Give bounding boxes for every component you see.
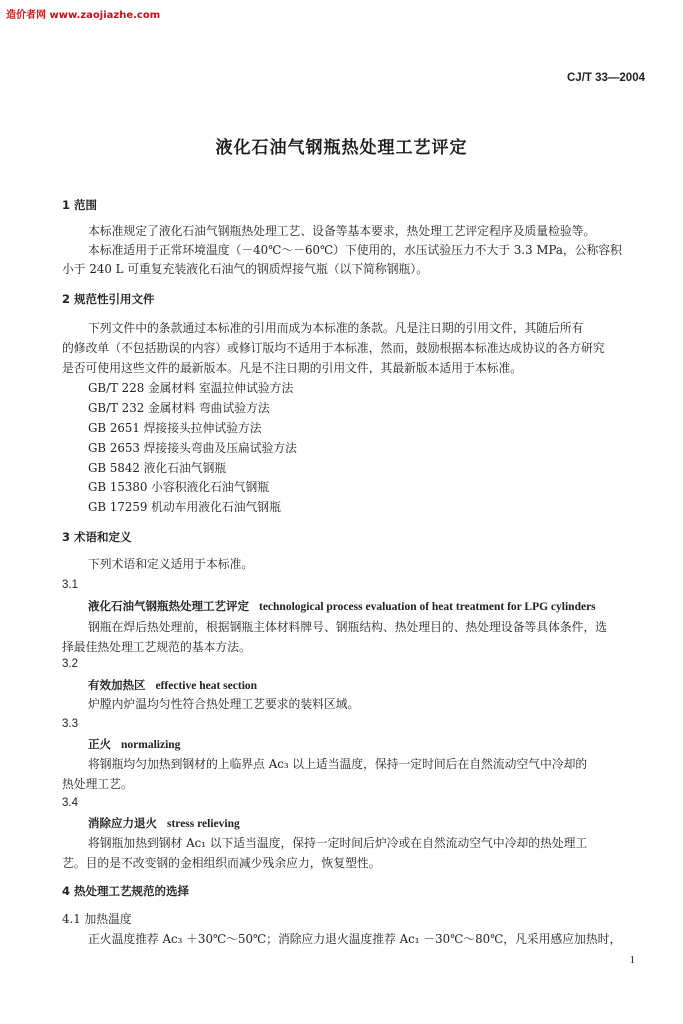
- term-zh: 正火: [88, 737, 111, 751]
- term-definition: 将钢瓶均匀加热到钢材的上临界点 Ac₃ 以上适当温度，保持一定时间后在自然流动空气中冷却的: [88, 757, 588, 771]
- term-definition: 艺。目的是不改变钢的金相组织而减少残余应力，恢复塑性。: [62, 856, 381, 870]
- term-en: effective heat section: [155, 680, 258, 692]
- reference-item: GB 2653 焊接接头弯曲及压扁试验方法: [88, 441, 297, 455]
- section-2-line: 是否可使用这些文件的最新版本。凡是不注日期的引用文件，其最新版本适用于本标准。: [62, 361, 523, 375]
- reference-item: GB 15380 小容积液化石油气钢瓶: [88, 480, 270, 494]
- term-en: normalizing: [121, 739, 181, 751]
- section-4-heading: 4 热处理工艺规范的选择: [62, 884, 190, 898]
- term-definition: 热处理工艺。: [62, 777, 133, 791]
- term-definition: 钢瓶在焊后热处理前，根据钢瓶主体材料牌号、钢瓶结构、热处理目的、热处理设备等具体条件，选: [88, 620, 608, 634]
- section-4-line: 正火温度推荐 Ac₃ ＋30℃～50℃；消除应力退火温度推荐 Ac₁ －30℃～80℃，凡采用感应加热时，: [88, 932, 622, 946]
- page-title: 液化石油气钢瓶热处理工艺评定: [215, 138, 468, 158]
- section-2-line: 下列文件中的条款通过本标准的引用而成为本标准的条款。凡是注日期的引用文件，其随后所有: [88, 321, 584, 335]
- reference-item: GB 2651 焊接接头拉伸试验方法: [88, 421, 262, 435]
- subsection-heading: 4.1 加热温度: [62, 912, 132, 926]
- reference-item: GB/T 228 金属材料 室温拉伸试验方法: [88, 381, 294, 395]
- document-code: CJ/T 33—2004: [567, 72, 645, 84]
- term-number: 3.4: [62, 797, 78, 809]
- term-heading: [88, 599, 596, 614]
- section-1-line: 本标准适用于正常环境温度（－40℃～－60℃）下使用的，水压试验压力不大于 3.3 MPa，公称容积: [88, 243, 622, 257]
- term-heading: [88, 678, 257, 693]
- term-number: 3.1: [62, 579, 78, 591]
- section-3-heading: 3 术语和定义: [62, 530, 132, 544]
- term-zh: 液化石油气钢瓶热处理工艺评定: [88, 599, 249, 613]
- term-number: 3.2: [62, 658, 78, 670]
- term-heading: [88, 816, 240, 831]
- section-1-line: 本标准规定了液化石油气钢瓶热处理工艺、设备等基本要求，热处理工艺评定程序及质量检验等。: [88, 224, 596, 238]
- section-1-line: 小于 240 L 可重复充装液化石油气的钢质焊接气瓶（以下简称钢瓶）。: [62, 262, 429, 276]
- term-en: technological process evaluation of heat treatment for LPG cylinders: [259, 601, 596, 613]
- term-heading: [88, 737, 180, 752]
- term-en: stress relieving: [167, 818, 240, 830]
- term-zh: 有效加热区: [88, 678, 146, 692]
- term-zh: 消除应力退火: [88, 816, 157, 830]
- watermark: 造价者网 www.zaojiazhe.com: [6, 10, 161, 21]
- section-3-intro: 下列术语和定义适用于本标准。: [88, 557, 254, 571]
- reference-item: GB 5842 液化石油气钢瓶: [88, 461, 227, 475]
- section-1-heading: 1 范围: [62, 198, 98, 212]
- term-definition: 炉膛内炉温均匀性符合热处理工艺要求的装料区域。: [88, 697, 360, 711]
- reference-item: GB 17259 机动车用液化石油气钢瓶: [88, 500, 281, 514]
- page-number: 1: [629, 954, 635, 966]
- term-definition: 择最佳热处理工艺规范的基本方法。: [62, 640, 251, 654]
- term-number: 3.3: [62, 718, 78, 730]
- term-definition: 将钢瓶加热到钢材 Ac₁ 以下适当温度，保持一定时间后炉冷或在自然流动空气中冷却的热处理工: [88, 836, 588, 850]
- section-2-heading: 2 规范性引用文件: [62, 292, 155, 306]
- section-2-line: 的修改单（不包括勘误的内容）或修订版均不适用于本标准，然而，鼓励根据本标准达成协议的各方研究: [62, 341, 605, 355]
- reference-item: GB/T 232 金属材料 弯曲试验方法: [88, 401, 270, 415]
